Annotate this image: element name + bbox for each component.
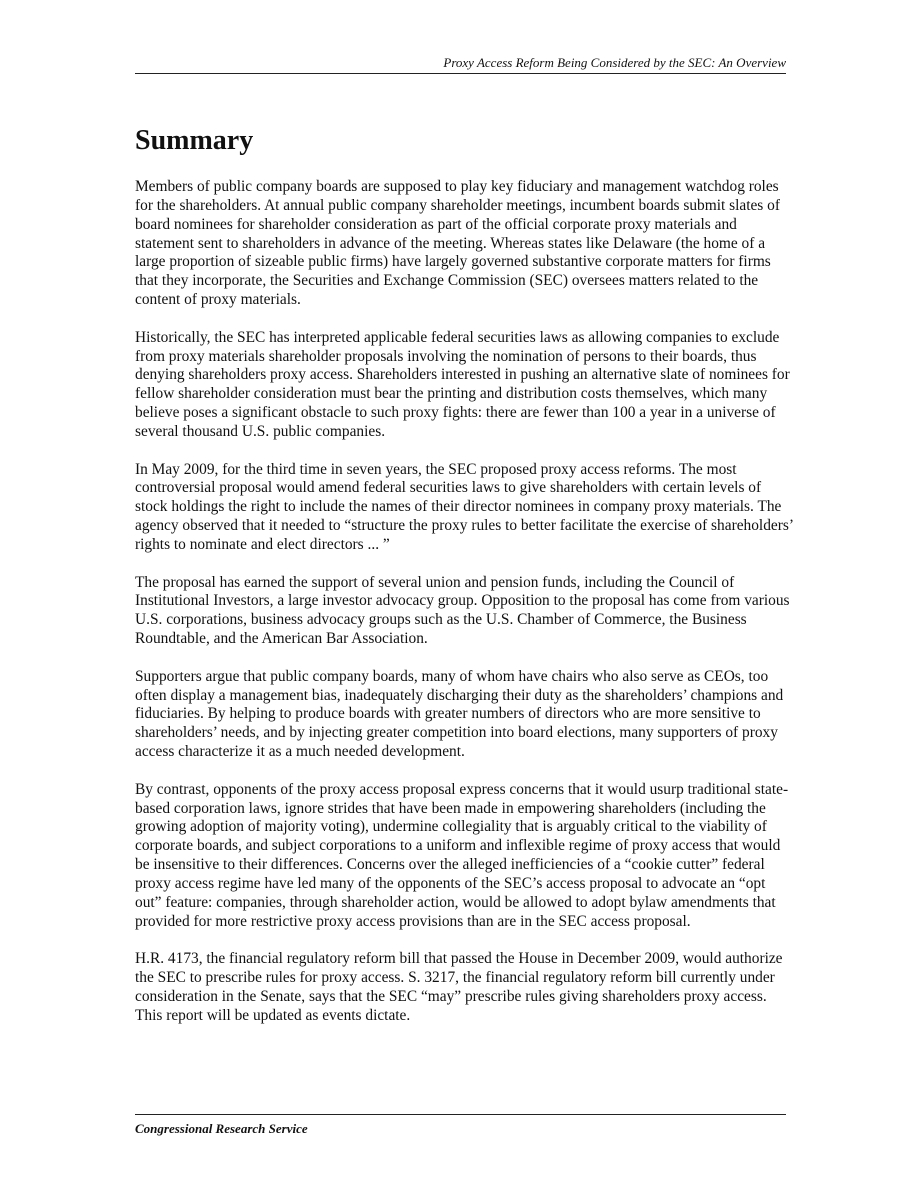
paragraph: H.R. 4173, the financial regulatory reform bill that passed the House in December 2009, would authorize the SEC to prescribe rules for proxy access. S. 3217, the financial regulatory reform bill currently under consideration in the Senate, says that the SEC “may” prescribe rules giving shareholders proxy access. This report will be updated as events dictate. [135,950,783,1024]
header-divider [135,73,786,74]
paragraph: Supporters argue that public company boards, many of whom have chairs who also serve as CEOs, too often display a management bias, inadequately discharging their duty as the shareholders’ champions and fiduciaries. By helping to produce boards with greater numbers of directors who are more sensitive to shareholders’ needs, and by injecting greater competition into board elections, many supporters of proxy access characterize it as a much needed development. [135,667,784,761]
footer-divider [135,1114,786,1115]
paragraph: Historically, the SEC has interpreted applicable federal securities laws as allowing companies to exclude from proxy materials shareholder proposals involving the nomination of persons to their boards, thus denying shareholders proxy access. Shareholders interested in pushing an alternative slate of nominees for fellow shareholder consideration must bear the printing and distribution costs themselves, which many believe poses a significant obstacle to such proxy fights: there are fewer than 100 a year in a universe of several thousand U.S. public companies. [135,328,790,440]
running-header: Proxy Access Reform Being Considered by the SEC: An Overview [443,55,786,70]
paragraph: By contrast, opponents of the proxy access proposal express concerns that it would usurp traditional state-based corporation laws, ignore strides that have been made in empowering shareholders (including the growing adoption of majority voting), undermine collegiality that is arguably critical to the viability of corporate boards, and subject corporations to a uniform and inflexible regime of proxy access that would be insensitive to their differences. Concerns over the alleged inefficiencies of a “cookie cutter” federal proxy access regime have led many of the opponents of the SEC’s access proposal to advocate an “opt out” feature: companies, through shareholder action, would be allowed to adopt bylaw amendments that provided for more restrictive proxy access provisions than are in the SEC access proposal. [135,780,789,930]
paragraph: Members of public company boards are supposed to play key fiduciary and management watchdog roles for the shareholders. At annual public company shareholder meetings, incumbent boards submit slates of board nominees for shareholder consideration as part of the official corporate proxy materials and statement sent to shareholders in advance of the meeting. Whereas states like Delaware (the home of a large proportion of sizeable public firms) have largely governed substantive corporate matters for firms that they incorporate, the Securities and Exchange Commission (SEC) oversees matters related to the content of proxy materials. [135,178,780,309]
paragraph: The proposal has earned the support of several union and pension funds, including the Council of Institutional Investors, a large investor advocacy group. Opposition to the proposal has come from various U.S. corporations, business advocacy groups such as the U.S. Chamber of Commerce, the Business Roundtable, and the American Bar Association. [135,573,790,648]
section-title: Summary [135,125,254,156]
running-footer: Congressional Research Service [135,1121,308,1136]
summary-body [135,178,795,1044]
paragraph: In May 2009, for the third time in seven years, the SEC proposed proxy access reforms. The most controversial proposal would amend federal securities laws to give shareholders with certain levels of stock holdings the right to include the names of their director nominees in company proxy materials. The agency observed that it needed to “structure the proxy rules to better facilitate the exercise of shareholders’ rights to nominate and elect directors ... ” [135,460,793,553]
